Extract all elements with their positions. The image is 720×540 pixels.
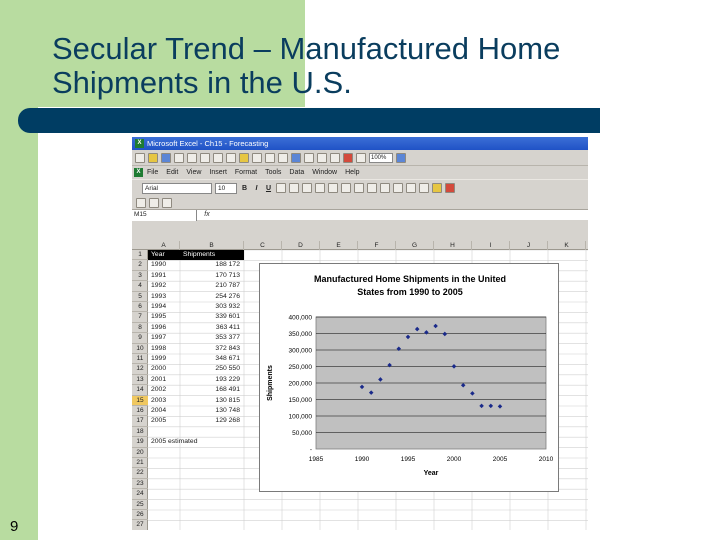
row-header-2[interactable]: 2 — [132, 260, 148, 270]
print-preview-icon[interactable] — [187, 153, 197, 163]
cell-year[interactable]: 2005 — [151, 417, 167, 425]
formatting-toolbar — [132, 179, 588, 196]
x-tick-label: 2000 — [446, 456, 462, 463]
x-tick-label: 2010 — [538, 456, 554, 463]
column-header-G[interactable]: G — [396, 241, 434, 250]
row-header-24[interactable]: 24 — [132, 489, 148, 499]
spelling-icon[interactable] — [200, 153, 210, 163]
column-header-E[interactable]: E — [320, 241, 358, 250]
menu-bar — [132, 166, 588, 179]
y-tick-label: 400,000 — [288, 314, 312, 322]
menu-help[interactable]: Help — [345, 169, 360, 176]
embedded-chart[interactable] — [259, 263, 559, 492]
y-tick-label: - — [309, 446, 312, 454]
cell-shipments[interactable]: 193 229 — [215, 375, 240, 383]
cell-year[interactable]: 1991 — [151, 271, 167, 279]
bold-button[interactable]: B — [241, 184, 248, 192]
row-header-26[interactable]: 26 — [132, 510, 148, 520]
row-header-23[interactable]: 23 — [132, 479, 148, 489]
slide-title — [52, 32, 672, 100]
row-header-16[interactable]: 16 — [132, 406, 148, 416]
row-header-12[interactable]: 12 — [132, 364, 148, 374]
fx-icon[interactable]: fx — [204, 211, 210, 218]
percent-icon[interactable] — [341, 183, 351, 193]
cell-header-shipments[interactable]: Shipments — [180, 250, 244, 260]
menu-window[interactable]: Window — [312, 169, 338, 176]
zoom-box[interactable]: 100% — [369, 153, 393, 163]
save-icon[interactable] — [161, 153, 171, 163]
cell-year[interactable]: 2000 — [151, 365, 167, 373]
decrease-decimal-icon[interactable] — [380, 183, 390, 193]
align-right-icon[interactable] — [302, 183, 312, 193]
cell-shipments[interactable]: 372 843 — [215, 344, 240, 352]
font-size-box[interactable]: 10 — [215, 183, 237, 194]
excel-titlebar — [132, 137, 588, 150]
help-icon[interactable] — [396, 153, 406, 163]
slide-title-line1: Secular Trend – Manufactured Home — [52, 31, 561, 66]
increase-decimal-icon[interactable] — [367, 183, 377, 193]
autosum-icon[interactable] — [304, 153, 314, 163]
format-painter-icon[interactable] — [252, 153, 262, 163]
paste-icon[interactable] — [239, 153, 249, 163]
formula-bar — [132, 209, 588, 220]
row-header-25[interactable]: 25 — [132, 500, 148, 510]
row-header-11[interactable]: 11 — [132, 354, 148, 364]
underline-button[interactable]: U — [265, 184, 272, 192]
column-headers — [132, 241, 588, 250]
undo-icon[interactable] — [265, 153, 275, 163]
row-header-14[interactable]: 14 — [132, 385, 148, 395]
y-axis-label: Shipments — [267, 365, 274, 401]
x-tick-label: 1995 — [400, 456, 416, 463]
column-header-K[interactable]: K — [548, 241, 586, 250]
row-header-17[interactable]: 17 — [132, 416, 148, 426]
row-header-21[interactable]: 21 — [132, 458, 148, 468]
column-header-A[interactable]: A — [148, 241, 180, 250]
row-header-18[interactable]: 18 — [132, 427, 148, 437]
cell-year[interactable]: 2004 — [151, 407, 167, 414]
row-header-19[interactable]: 19 — [132, 437, 148, 447]
y-tick-label: 50,000 — [292, 430, 312, 437]
row-header-13[interactable]: 13 — [132, 375, 148, 385]
column-header-J[interactable]: J — [510, 241, 548, 250]
y-tick-label: 250,000 — [288, 364, 312, 371]
cell-shipments[interactable]: 130 815 — [215, 396, 240, 404]
menu-data[interactable]: Data — [289, 169, 305, 176]
drawing-icon[interactable] — [356, 153, 366, 163]
currency-icon[interactable] — [328, 183, 338, 193]
track-changes-icon[interactable] — [162, 198, 172, 208]
hyperlink-icon[interactable] — [291, 153, 301, 163]
open-icon[interactable] — [148, 153, 158, 163]
cell-shipments[interactable]: 188 172 — [215, 261, 240, 269]
cell-year[interactable]: 2003 — [151, 396, 167, 404]
cell-shipments[interactable]: 170 713 — [215, 271, 240, 279]
standard-toolbar — [132, 150, 588, 166]
sort-asc-icon[interactable] — [317, 153, 327, 163]
menu-edit[interactable]: Edit — [166, 169, 179, 176]
x-tick-label: 1985 — [308, 456, 324, 463]
workbook-icon[interactable]: X — [134, 168, 143, 177]
cell-year[interactable]: 1993 — [151, 292, 167, 300]
column-header-I[interactable]: I — [472, 241, 510, 250]
cell-year[interactable]: 1992 — [151, 282, 167, 290]
cell-shipments[interactable]: 363 411 — [215, 323, 240, 331]
row-header-9[interactable]: 9 — [132, 333, 148, 343]
cell-year[interactable]: 1990 — [151, 261, 167, 269]
menu-insert[interactable]: Insert — [209, 169, 227, 176]
cell-year[interactable]: 2001 — [151, 375, 167, 383]
align-center-icon[interactable] — [289, 183, 299, 193]
column-header-D[interactable]: D — [282, 241, 320, 250]
excel-logo-icon: X — [135, 139, 144, 148]
column-header-F[interactable]: F — [358, 241, 396, 250]
cell-year[interactable]: 1994 — [151, 303, 167, 310]
row-header-5[interactable]: 5 — [132, 292, 148, 302]
row-header-27[interactable]: 27 — [132, 520, 148, 530]
row-header-22[interactable]: 22 — [132, 468, 148, 478]
print-icon[interactable] — [174, 153, 184, 163]
fill-color-icon[interactable] — [432, 183, 442, 193]
cell-shipments[interactable]: 250 550 — [215, 365, 240, 373]
row-header-10[interactable]: 10 — [132, 344, 148, 354]
align-left-icon[interactable] — [276, 183, 286, 193]
column-header-B[interactable]: B — [180, 241, 244, 250]
cell-shipments[interactable]: 339 601 — [215, 313, 240, 321]
row-header-15[interactable]: 15 — [132, 396, 148, 406]
cell-shipments[interactable]: 210 787 — [215, 282, 240, 290]
cell-year[interactable]: 1995 — [151, 313, 167, 321]
y-tick-label: 100,000 — [288, 413, 312, 421]
merge-center-icon[interactable] — [315, 183, 325, 193]
green-side-strip — [0, 107, 38, 540]
row-header-6[interactable]: 6 — [132, 302, 148, 312]
x-tick-label: 2005 — [492, 456, 508, 463]
column-header-H[interactable]: H — [434, 241, 472, 250]
borders-icon[interactable] — [419, 183, 429, 193]
x-axis-label: Year — [423, 470, 439, 477]
font-name-box[interactable]: Arial — [142, 183, 212, 194]
x-tick-label: 1990 — [354, 456, 370, 463]
page-number: 9 — [10, 518, 19, 535]
comma-icon[interactable] — [354, 183, 364, 193]
decrease-indent-icon[interactable] — [393, 183, 403, 193]
cut-icon[interactable] — [213, 153, 223, 163]
copy-icon[interactable] — [226, 153, 236, 163]
cell-year[interactable]: 1997 — [151, 334, 167, 342]
cell-shipments[interactable]: 168 491 — [215, 386, 240, 394]
y-tick-label: 150,000 — [288, 397, 312, 404]
y-tick-label: 300,000 — [288, 347, 312, 355]
new-icon[interactable] — [135, 153, 145, 163]
extra-toolbar — [132, 196, 588, 209]
cell-year[interactable]: 1996 — [151, 323, 167, 331]
row-header-4[interactable]: 4 — [132, 281, 148, 291]
slide-title-line2: Shipments in the U.S. — [52, 65, 352, 100]
cell-shipments[interactable]: 303 932 — [215, 303, 240, 310]
row-header-8[interactable]: 8 — [132, 323, 148, 333]
cell-shipments[interactable]: 353 377 — [215, 334, 240, 342]
cell-shipments[interactable]: 348 671 — [215, 355, 240, 362]
cell-year[interactable]: 2002 — [151, 386, 167, 394]
menu-file[interactable]: File — [147, 169, 159, 176]
row-header-20[interactable]: 20 — [132, 448, 148, 458]
column-header-C[interactable]: C — [244, 241, 282, 250]
chart-title-line2: States from 1990 to 2005 — [357, 287, 463, 297]
row-headers — [132, 250, 148, 530]
y-tick-label: 350,000 — [288, 331, 312, 338]
chart-wizard-icon[interactable] — [343, 153, 353, 163]
reviewing-icon[interactable] — [136, 198, 146, 208]
cell-shipments[interactable]: 129 268 — [215, 417, 240, 425]
cell-year[interactable]: 1998 — [151, 344, 167, 352]
window-title: Microsoft Excel - Ch15 - Forecasting — [147, 139, 269, 148]
cell-note[interactable]: 2005 estimated — [151, 438, 198, 446]
font-color-icon[interactable] — [445, 183, 455, 193]
comment-icon[interactable] — [149, 198, 159, 208]
row-header-3[interactable]: 3 — [132, 271, 148, 281]
title-underline-bar — [18, 108, 600, 133]
menu-format[interactable]: Format — [234, 169, 258, 176]
cell-shipments[interactable]: 254 276 — [215, 292, 240, 300]
cell-shipments[interactable]: 130 748 — [215, 407, 240, 414]
italic-button[interactable]: I — [255, 184, 258, 192]
sort-desc-icon[interactable] — [330, 153, 340, 163]
row-header-1[interactable]: 1 — [132, 250, 148, 260]
y-tick-label: 200,000 — [288, 380, 312, 388]
cell-year[interactable]: 1999 — [151, 355, 167, 362]
cell-header-year[interactable]: Year — [148, 250, 180, 260]
name-box[interactable]: M15 — [132, 210, 197, 221]
row-header-7[interactable]: 7 — [132, 312, 148, 322]
menu-view[interactable]: View — [186, 169, 202, 176]
chart-title-line1: Manufactured Home Shipments in the United — [313, 274, 507, 284]
redo-icon[interactable] — [278, 153, 288, 163]
increase-indent-icon[interactable] — [406, 183, 416, 193]
chart-svg — [260, 264, 560, 493]
menu-tools[interactable]: Tools — [265, 169, 282, 176]
